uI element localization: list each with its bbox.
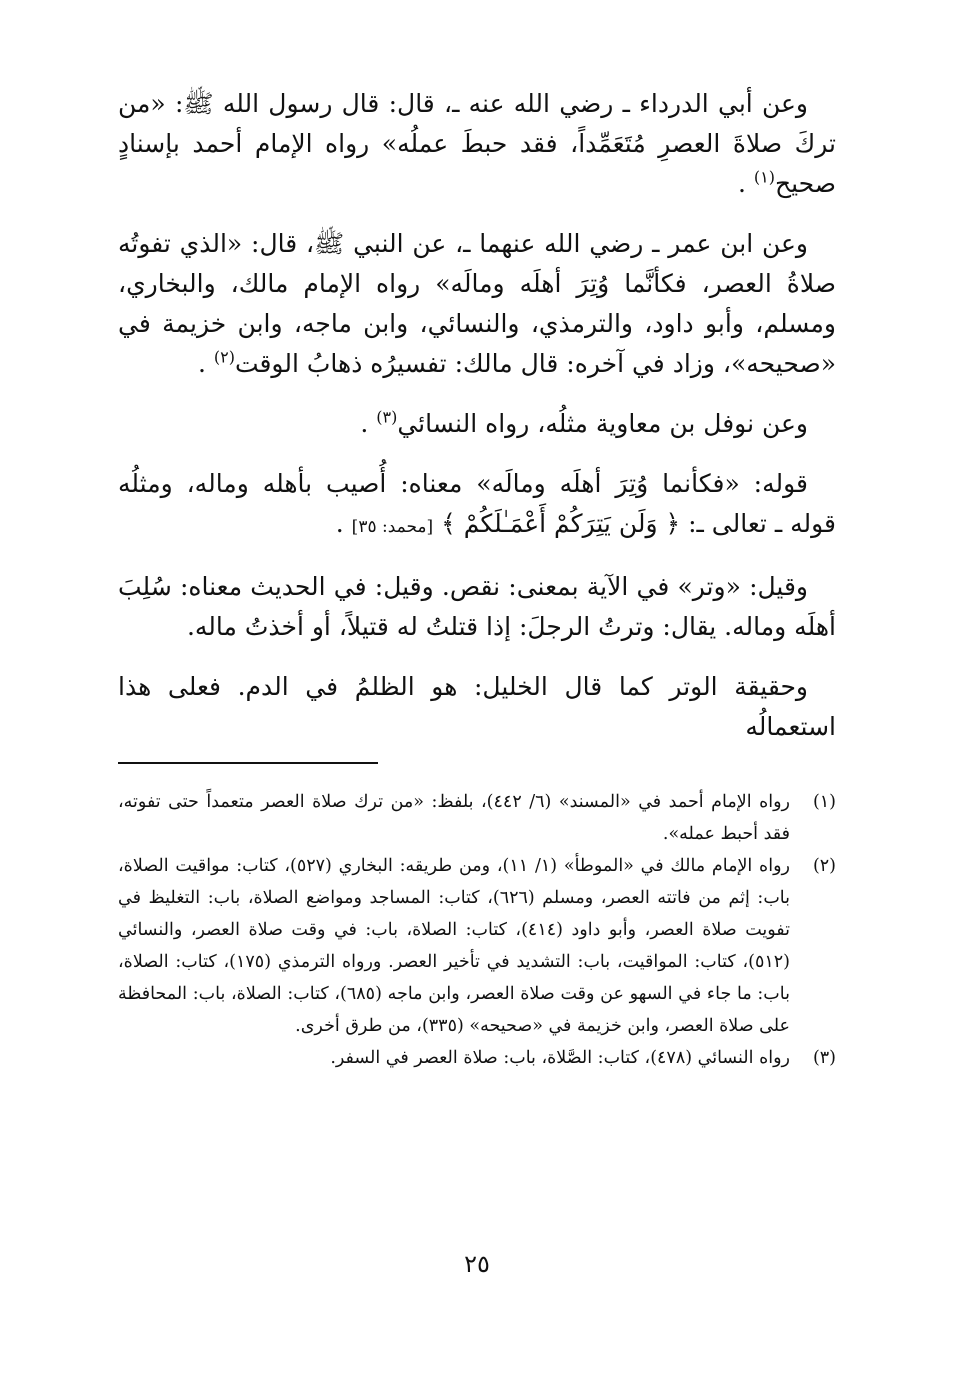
footnote-number: (١): [812, 792, 836, 812]
footnote-text: رواه الإمام أحمد في «المسند» (٦/ ٤٤٢)، بلفظ: «من ترك صلاة العصر متعمداً حتى تفوته، فقد أحبط عمله».: [118, 792, 790, 844]
page-number: ٢٥: [464, 1250, 490, 1278]
footnote-2: [118, 850, 836, 1042]
footnote-text: رواه الإمام مالك في «الموطأ» (١/ ١١)، ومن طريقه: البخاري (٥٢٧)، كتاب: مواقيت الصلاة، باب: إثم من فاتته العصر، ومسلم (٦٢٦)، كتاب: المساجد ومواضع الصلاة، باب: التغليظ في تفويت صلاة العصر، وأبو داود (٤١٤)، كتاب: الصلاة، باب: في وقت صلاة العصر، والنسائي (٥١٢)، كتاب: المواقيت، باب: التشديد في تأخير العصر. ورواه الترمذي (١٧٥)، كتاب: الصلاة، باب: ما جاء في السهو عن وقت صلاة العصر، وابن ماجه (٦٨٥)، كتاب: الصلاة، باب: المحافظة على صلاة العصر، وابن خزيمة في «صحيحه» (٣٣٥)، من طرق أخرى.: [118, 856, 791, 1036]
paragraph-6: [118, 667, 836, 747]
paragraph-6-text: وحقيقة الوتر كما قال الخليل: هو الظلمُ في الدم. فعلى هذا استعمالُه: [118, 672, 836, 741]
footnote-marker-3: (٣): [376, 407, 398, 427]
paragraph-4-text: قوله: «فكأنما وُتِرَ أهلَه ومالَه» معناه: أُصيب بأهله وماله، ومثلُه قوله ـ تعالى ـ:: [118, 469, 836, 538]
paragraph-5-text: وقيل: «وتر» في الآية بمعنى: نقص. وقيل: في الحديث معناه: سُلِبَ أهلَه وماله. يقال: وترتُ الرجلَ: إذا قتلتُ له قتيلاً، أو أخذتُ ماله.: [118, 572, 836, 641]
quran-reference: [محمد: ٣٥]: [351, 517, 434, 537]
footnote-separator: [118, 762, 378, 764]
footnote-number: (٣): [812, 1048, 836, 1068]
footnotes: [118, 786, 836, 1074]
quran-verse: ﴿ وَلَن يَتِرَكُمْ أَعْمَـٰلَكُمْ ﴾: [441, 509, 681, 538]
footnote-1: [118, 786, 836, 850]
paragraph-3-text: وعن نوفل بن معاوية مثلُه، رواه النسائي: [397, 409, 808, 438]
footnote-marker-2: (٢): [213, 347, 235, 367]
footnote-text: رواه النسائي (٤٧٨)، كتاب: الصَّلاة، باب: صلاة العصر في السفر.: [330, 1048, 790, 1068]
footnote-number: (٢): [812, 856, 836, 876]
footnote-marker-1: (١): [753, 167, 775, 187]
paragraph-1: وعن أبي الدرداء ـ رضي الله عنه ـ، قال: قال رسول الله ﷺ: «من تركَ صلاةَ العصرِ مُتَعَمِّداً، فقد حبطَ عملُه» رواه الإمام أحمد بإسنادٍ صحيح$^{(١)}$ .: [118, 89, 836, 198]
paragraph-1-text: وعن أبي الدرداء ـ رضي الله عنه ـ، قال: قال رسول الله ﷺ: «من تركَ صلاةَ العصرِ مُتَعَمِّداً، فقد حبطَ عملُه» رواه الإمام أحمد بإسنادٍ صحيح: [118, 89, 836, 198]
paragraph-5: [118, 567, 836, 647]
footnote-3: [118, 1042, 836, 1074]
paragraph-4: قوله: «فكأنما وُتِرَ أهلَه ومالَه» معناه: أُصيب بأهله وماله، ومثلُه قوله ـ تعالى ـ: ﴿ وَلَن يَتِرَكُمْ أَعْمَـٰلَكُمْ ﴾ [محمد: ٣٥] .: [118, 469, 836, 538]
main-text: [118, 84, 836, 767]
paragraph-3: وعن نوفل بن معاوية مثلُه، رواه النسائي$^{(٣)}$ .: [360, 407, 808, 438]
paragraph-2-text: وعن ابن عمر ـ رضي الله عنهما ـ، عن النبي ﷺ، قال: «الذي تفوتُه صلاةُ العصر، فكأنَّما وُتِرَ أهلَه ومالَه» رواه الإمام مالك، والبخاري، ومسلم، وأبو داود، والترمذي، والنسائي، وابن ماجه، وابن خزيمة في «صحيحه»، وزاد في آخره: قال مالك: تفسيرُه ذهابُ الوقت: [118, 229, 836, 378]
paragraph-2: وعن ابن عمر ـ رضي الله عنهما ـ، عن النبي ﷺ، قال: «الذي تفوتُه صلاةُ العصر، فكأنَّما وُتِرَ أهلَه ومالَه» رواه الإمام مالك، والبخاري، ومسلم، وأبو داود، والترمذي، والنسائي، وابن ماجه، وابن خزيمة في «صحيحه»، وزاد في آخره: قال مالك: تفسيرُه ذهابُ الوقت$^{(٢)}$ .: [118, 229, 836, 378]
